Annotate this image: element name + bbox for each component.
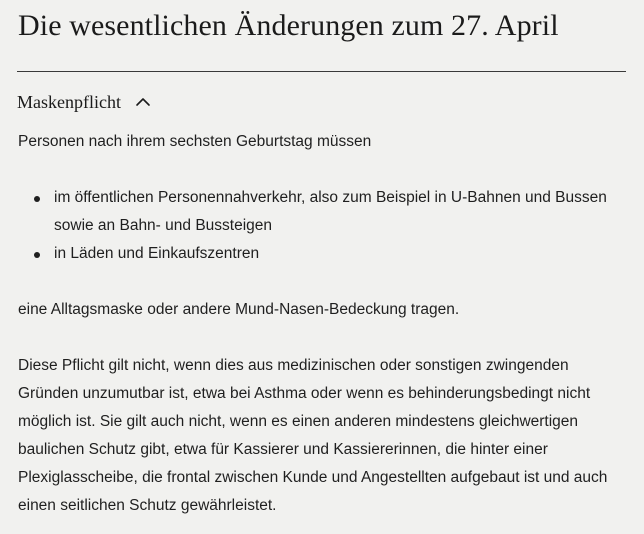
- places-list: [18, 184, 630, 268]
- accordion-label: Maskenpflicht: [17, 91, 121, 112]
- title-divider: [17, 71, 626, 72]
- exception-text: Diese Pflicht gilt nicht, wenn dies aus medizinischen oder sonstigen zwingenden Gründen unzumutbar ist, etwa bei Asthma oder wenn es behinderungsbedingt nicht möglich ist. Sie gilt auch nicht, wenn es einen anderen mindestens gleichwertigen baulichen Schutz gibt, etwa für Kassierer und Kassiererinnen, die hinter einer Plexiglasscheibe, die frontal zwischen Kunde und Angestellten aufgebaut ist und auch einen seitlichen Schutz gewährleistet.: [18, 357, 608, 514]
- chevron-up-icon[interactable]: [135, 94, 151, 110]
- intro-text: Personen nach ihrem sechsten Geburtstag müssen: [18, 133, 372, 150]
- list-item: im öffentlichen Personennahverkehr, also zum Beispiel in U-Bahnen und Bussen sowie an Bahn- und Bussteigen: [18, 184, 630, 240]
- accordion-toggle-maskenpflicht[interactable]: [17, 88, 151, 116]
- accordion-content: [18, 128, 630, 520]
- conclusion-text: eine Alltagsmaske oder andere Mund-Nasen-Bedeckung tragen.: [18, 301, 460, 318]
- page-title: Die wesentlichen Änderungen zum 27. April: [18, 9, 559, 42]
- list-item: in Läden und Einkaufszentren: [18, 240, 630, 268]
